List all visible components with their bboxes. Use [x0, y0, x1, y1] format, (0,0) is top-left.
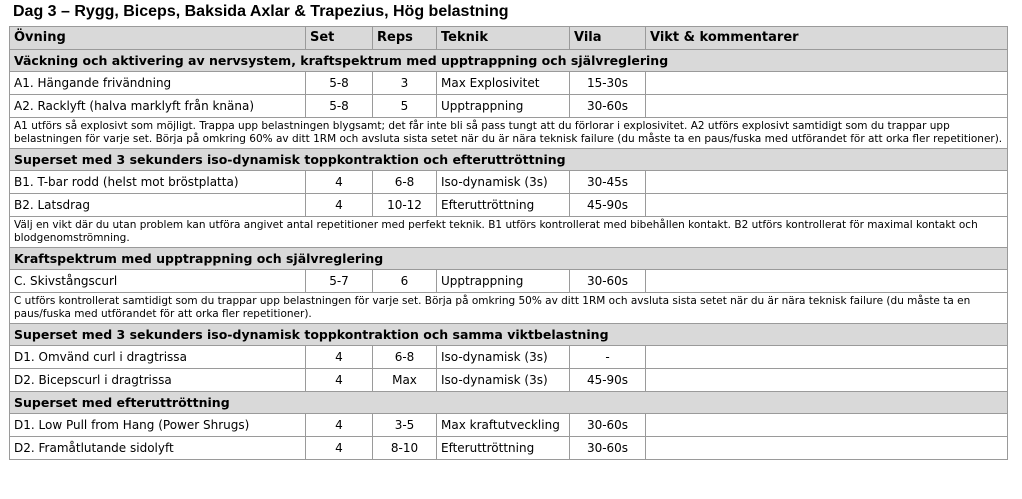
section-note-row — [10, 293, 1008, 324]
exercise-cell: D2. Framåtlutande sidolyft — [10, 437, 306, 460]
reps-cell: 10-12 — [373, 194, 437, 217]
rest-cell: 30-45s — [570, 171, 646, 194]
technique-cell: Max kraftutveckling — [437, 414, 570, 437]
table-row — [10, 95, 1008, 118]
section-header — [10, 50, 1008, 72]
table-row — [10, 414, 1008, 437]
table-row — [10, 369, 1008, 392]
comment-cell[interactable] — [646, 270, 1008, 293]
table-row — [10, 171, 1008, 194]
technique-cell: Efteruttröttning — [437, 437, 570, 460]
column-header-sets: Set — [306, 27, 373, 50]
sets-cell: 4 — [306, 369, 373, 392]
table-header — [10, 27, 1008, 50]
exercise-cell: A2. Racklyft (halva marklyft från knäna) — [10, 95, 306, 118]
column-header-rest: Vila — [570, 27, 646, 50]
comment-cell[interactable] — [646, 414, 1008, 437]
section-heading: Superset med 3 sekunders iso-dynamisk toppkontraktion och samma viktbelastning — [10, 324, 1008, 346]
rest-cell: 30-60s — [570, 437, 646, 460]
exercise-cell: A1. Hängande frivändning — [10, 72, 306, 95]
technique-cell: Upptrappning — [437, 95, 570, 118]
rest-cell: - — [570, 346, 646, 369]
column-header-exercise: Övning — [10, 27, 306, 50]
technique-cell: Efteruttröttning — [437, 194, 570, 217]
workout-table — [9, 26, 1008, 460]
page-title: Dag 3 – Rygg, Biceps, Baksida Axlar & Trapezius, Hög belastning — [13, 3, 509, 20]
technique-cell: Iso-dynamisk (3s) — [437, 369, 570, 392]
rest-cell: 30-60s — [570, 414, 646, 437]
reps-cell: 6 — [373, 270, 437, 293]
comment-cell[interactable] — [646, 72, 1008, 95]
exercise-cell: D1. Low Pull from Hang (Power Shrugs) — [10, 414, 306, 437]
exercise-cell: D1. Omvänd curl i dragtrissa — [10, 346, 306, 369]
comment-cell[interactable] — [646, 369, 1008, 392]
section-note-row — [10, 217, 1008, 248]
section-header — [10, 149, 1008, 171]
rest-cell: 15-30s — [570, 72, 646, 95]
comment-cell[interactable] — [646, 346, 1008, 369]
sets-cell: 5-8 — [306, 95, 373, 118]
reps-cell: 8-10 — [373, 437, 437, 460]
reps-cell: 6-8 — [373, 171, 437, 194]
comment-cell[interactable] — [646, 95, 1008, 118]
section-note: Välj en vikt där du utan problem kan utföra angivet antal repetitioner med perfekt teknik. B1 utförs kontrollerat med bibehållen kontakt. B2 utförs kontrollerat för maximal kontakt och blodgenomströmning. — [10, 217, 1008, 248]
section-note: A1 utförs så explosivt som möjligt. Trappa upp belastningen blygsamt; det får inte bli så pass tungt att du förlorar i explosivitet. A2 utförs explosivt samtidigt som du trappar upp belastningen för varje set. Börja på omkring 60% av ditt 1RM och avsluta sista setet när du är nära teknisk failure (du måste ta en paus/fuska med utförandet för att orka fler repetitioner). — [10, 118, 1008, 149]
rest-cell: 45-90s — [570, 194, 646, 217]
rest-cell: 30-60s — [570, 270, 646, 293]
sets-cell: 5-7 — [306, 270, 373, 293]
section-heading: Väckning och aktivering av nervsystem, kraftspektrum med upptrappning och självreglering — [10, 50, 1008, 72]
sets-cell: 4 — [306, 346, 373, 369]
sets-cell: 4 — [306, 414, 373, 437]
comment-cell[interactable] — [646, 194, 1008, 217]
comment-cell[interactable] — [646, 171, 1008, 194]
section-header — [10, 392, 1008, 414]
rest-cell: 30-60s — [570, 95, 646, 118]
reps-cell: 3 — [373, 72, 437, 95]
exercise-cell: D2. Bicepscurl i dragtrissa — [10, 369, 306, 392]
section-note-row — [10, 118, 1008, 149]
table-row — [10, 437, 1008, 460]
technique-cell: Iso-dynamisk (3s) — [437, 346, 570, 369]
reps-cell: 5 — [373, 95, 437, 118]
rest-cell: 45-90s — [570, 369, 646, 392]
exercise-cell: C. Skivstångscurl — [10, 270, 306, 293]
technique-cell: Upptrappning — [437, 270, 570, 293]
technique-cell: Max Explosivitet — [437, 72, 570, 95]
comment-cell[interactable] — [646, 437, 1008, 460]
section-header — [10, 324, 1008, 346]
exercise-cell: B1. T-bar rodd (helst mot bröstplatta) — [10, 171, 306, 194]
reps-cell: 6-8 — [373, 346, 437, 369]
column-header-reps: Reps — [373, 27, 437, 50]
section-heading: Kraftspektrum med upptrappning och självreglering — [10, 248, 1008, 270]
reps-cell: 3-5 — [373, 414, 437, 437]
table-row — [10, 72, 1008, 95]
sets-cell: 4 — [306, 171, 373, 194]
reps-cell: Max — [373, 369, 437, 392]
section-heading: Superset med efteruttröttning — [10, 392, 1008, 414]
column-header-comments: Vikt & kommentarer — [646, 27, 1008, 50]
table-row — [10, 270, 1008, 293]
exercise-cell: B2. Latsdrag — [10, 194, 306, 217]
sets-cell: 4 — [306, 194, 373, 217]
section-heading: Superset med 3 sekunders iso-dynamisk toppkontraktion och efteruttröttning — [10, 149, 1008, 171]
table-row — [10, 346, 1008, 369]
section-note: C utförs kontrollerat samtidigt som du trappar upp belastningen för varje set. Börja på omkring 50% av ditt 1RM och avsluta sista setet när du är nära teknisk failure (du måste ta en paus/fuska med utförandet för att orka fler repetitioner). — [10, 293, 1008, 324]
technique-cell: Iso-dynamisk (3s) — [437, 171, 570, 194]
section-header — [10, 248, 1008, 270]
sets-cell: 5-8 — [306, 72, 373, 95]
column-header-technique: Teknik — [437, 27, 570, 50]
table-row — [10, 194, 1008, 217]
sets-cell: 4 — [306, 437, 373, 460]
